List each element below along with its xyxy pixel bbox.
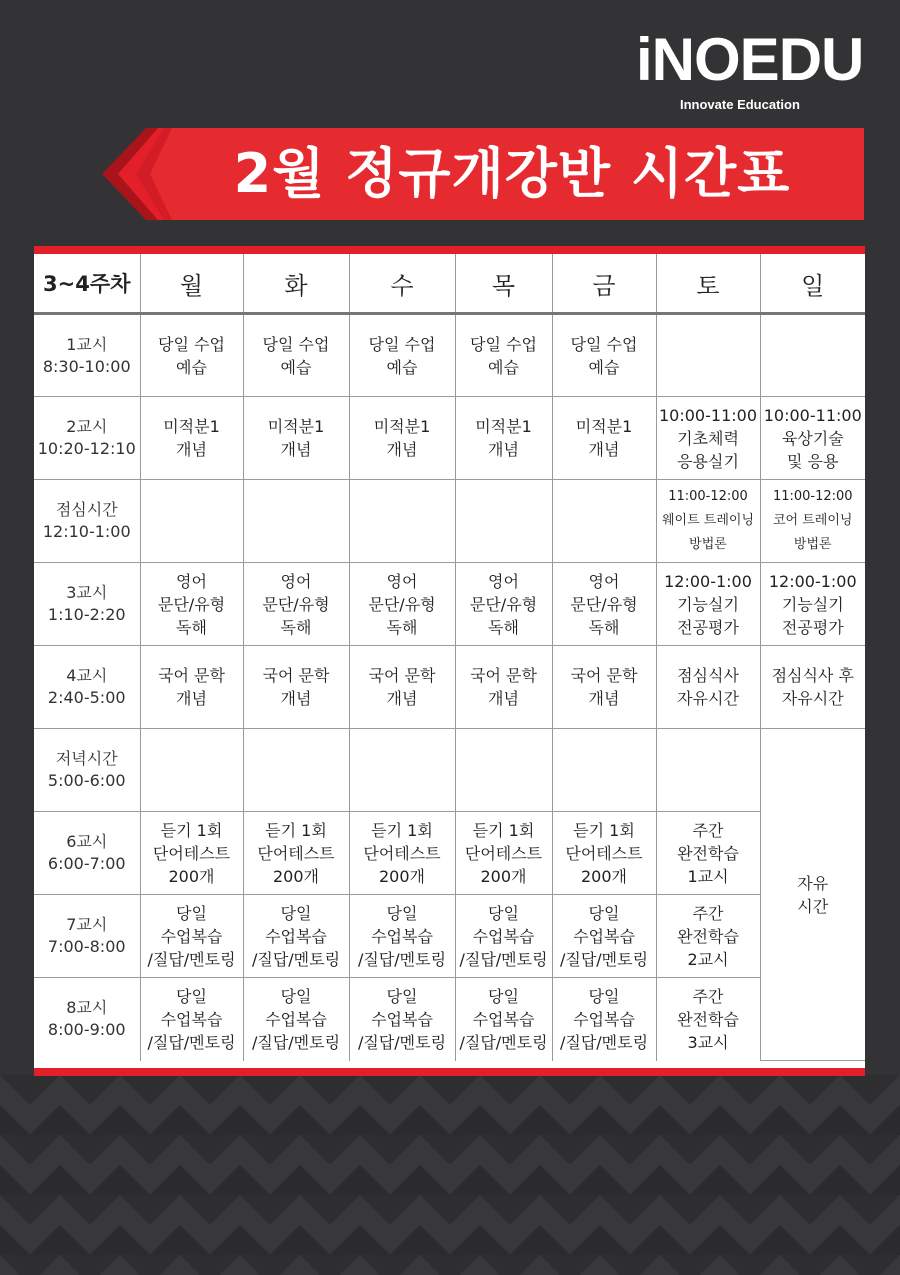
sunday-cell-line: 기능실기: [781, 594, 844, 614]
sunday-free-time-cell-line: 자유: [797, 873, 829, 893]
day-header: 토: [656, 254, 760, 314]
weekday-cell: [455, 978, 552, 1061]
weekday-cell-line: 듣기 1회: [265, 820, 327, 840]
period-cell: [34, 895, 140, 978]
weekday-cell-line: 예습: [588, 357, 620, 377]
weekday-cell: [140, 563, 243, 646]
period-cell-line: 6:00-7:00: [47, 854, 126, 873]
weekday-cell-line: 미적분1: [475, 417, 532, 436]
weekday-cell-line: 듣기 1회: [371, 820, 433, 840]
saturday-cell-line: 방법론: [689, 537, 727, 552]
weekday-cell-line: 당일: [280, 986, 312, 1006]
weekday-cell-line: 독해: [280, 617, 312, 637]
weekday-cell-line: 듣기 1회: [160, 820, 223, 840]
weekday-cell-line: 미적분1: [163, 417, 220, 436]
weekday-cell: [349, 729, 455, 812]
weekday-cell: [140, 646, 243, 729]
weekday-cell: [552, 978, 656, 1061]
day-header: 금: [552, 254, 656, 314]
period-cell-line: 8:00-9:00: [47, 1020, 126, 1040]
weekday-cell-line: /질답/멘토링: [251, 1032, 341, 1052]
weekday-cell-line: 개념: [588, 689, 620, 708]
table-row: [34, 480, 865, 563]
day-header: 월: [140, 254, 243, 314]
logo-wordmark: iNOEDU: [636, 26, 864, 93]
weekday-cell-line: 문단/유형: [157, 594, 226, 614]
weekday-cell-line: 수업복습: [160, 926, 223, 946]
weekday-cell-line: 당일: [176, 903, 207, 923]
period-cell: [34, 314, 140, 397]
period-cell-line: 1:10-2:20: [47, 605, 126, 624]
weekday-cell: [455, 314, 552, 397]
weekday-cell-line: 단어테스트: [152, 843, 231, 863]
weekday-cell-line: 당일: [588, 986, 620, 1006]
weekday-cell: [140, 397, 243, 480]
weekday-cell: [552, 397, 656, 480]
period-cell-line: 7:00-8:00: [47, 937, 126, 956]
saturday-cell-line: 완전학습: [677, 926, 739, 946]
weekday-cell-line: /질답/멘토링: [357, 1032, 447, 1052]
table-row: [34, 646, 865, 729]
period-cell-line: 저녁시간: [55, 749, 118, 768]
sunday-cell: [760, 314, 865, 397]
title-banner: [102, 128, 864, 220]
weekday-cell-line: 듣기 1회: [573, 820, 635, 840]
weekday-cell-line: 독해: [488, 617, 519, 637]
weekday-cell-line: 당일: [176, 986, 207, 1006]
weekday-cell: [243, 729, 349, 812]
weekday-cell: [552, 729, 656, 812]
weekday-cell-line: 200개: [168, 866, 215, 886]
saturday-cell: [656, 978, 760, 1061]
day-header: 일: [760, 254, 865, 314]
weekday-cell-line: 문단/유형: [262, 594, 330, 614]
header-row: [34, 254, 865, 314]
weekday-cell: [140, 978, 243, 1061]
weekday-cell-line: 개념: [386, 440, 418, 459]
period-cell-line: 8교시: [66, 998, 108, 1018]
weekday-cell: [552, 563, 656, 646]
table-row: [34, 314, 865, 397]
weekday-cell-line: 문단/유형: [368, 594, 436, 614]
weekday-cell-line: 수업복습: [160, 1009, 223, 1029]
weekday-cell-line: /질답/멘토링: [459, 949, 548, 969]
saturday-cell: [656, 480, 760, 563]
weekday-cell-line: 수업복습: [265, 1009, 327, 1029]
period-cell-line: 12:10-1:00: [42, 522, 131, 541]
weekday-cell: [349, 563, 455, 646]
sunday-cell-line: 육상기술: [781, 428, 844, 448]
saturday-cell: [656, 729, 760, 812]
saturday-cell-line: 주간: [692, 903, 724, 923]
weekday-cell-line: 개념: [176, 440, 207, 459]
weekday-cell-line: 개념: [488, 440, 519, 459]
weekday-cell: [455, 563, 552, 646]
saturday-cell: [656, 563, 760, 646]
weekday-cell-line: 당일: [280, 903, 312, 923]
weekday-cell-line: 영어: [488, 571, 519, 591]
weekday-cell-line: 개념: [588, 440, 620, 459]
weekday-cell: [140, 895, 243, 978]
weekday-cell: [349, 397, 455, 480]
weekday-cell-line: /질답/멘토링: [147, 949, 236, 969]
saturday-cell-line: 웨이트 트레이닝: [661, 513, 755, 528]
weekday-cell-line: 당일 수업: [470, 334, 537, 354]
weekday-cell-line: /질답/멘토링: [147, 1032, 236, 1052]
weekday-cell: [552, 480, 656, 563]
weekday-cell: [243, 314, 349, 397]
weekday-cell-line: 영어: [176, 571, 207, 591]
period-cell: [34, 563, 140, 646]
weekday-cell-line: 영어: [588, 571, 620, 591]
weekday-cell-line: 예습: [176, 357, 207, 377]
weekday-cell: [243, 646, 349, 729]
weekday-cell-line: 당일: [588, 903, 620, 923]
table-row: [34, 397, 865, 480]
weekday-cell-line: 단어테스트: [464, 843, 543, 863]
weekday-cell-line: 미적분1: [373, 417, 431, 436]
sunday-cell-line: 12:00-1:00: [768, 571, 857, 591]
weekday-cell: [243, 563, 349, 646]
period-cell-line: 2:40-5:00: [47, 688, 126, 707]
table-row: [34, 978, 865, 1061]
weekday-cell: [243, 480, 349, 563]
sunday-cell: [760, 397, 865, 480]
day-header: 목: [455, 254, 552, 314]
page-title: 2월 정규개강반 시간표: [233, 142, 791, 205]
saturday-cell-line: 1교시: [687, 866, 729, 886]
brand-logo: [636, 26, 864, 112]
saturday-cell-line: 응용실기: [677, 451, 739, 471]
sunday-cell-line: 10:00-11:00: [763, 405, 862, 425]
weekday-cell-line: /질답/멘토링: [559, 1032, 649, 1052]
weekday-cell: [140, 812, 243, 895]
weekday-cell: [243, 978, 349, 1061]
weekday-cell-line: 국어 문학: [262, 666, 330, 685]
weekday-cell: [243, 397, 349, 480]
weekday-cell-line: 200개: [581, 866, 627, 886]
saturday-cell-line: 2교시: [687, 949, 729, 969]
period-cell-line: 점심시간: [55, 500, 118, 519]
saturday-cell-line: 12:00-1:00: [664, 571, 752, 591]
weekday-cell-line: 국어 문학: [470, 666, 537, 685]
weekday-cell: [349, 812, 455, 895]
weekday-cell-line: 당일: [386, 903, 418, 923]
timetable: [34, 246, 865, 1076]
weekday-cell-line: 수업복습: [573, 1009, 635, 1029]
saturday-cell: [656, 895, 760, 978]
weekday-cell: [349, 978, 455, 1061]
weekday-cell: [455, 895, 552, 978]
weekday-cell-line: 듣기 1회: [472, 820, 535, 840]
weekday-cell-line: 문단/유형: [570, 594, 638, 614]
weekday-cell: [349, 314, 455, 397]
weekday-cell-line: 수업복습: [472, 1009, 535, 1029]
period-cell: [34, 978, 140, 1061]
weekday-cell: [455, 729, 552, 812]
weekday-cell-line: 단어테스트: [565, 843, 643, 863]
weekday-cell-line: 200개: [379, 866, 425, 886]
weekday-cell: [349, 646, 455, 729]
weekday-cell-line: 국어 문학: [570, 666, 638, 685]
sunday-cell-line: 자유시간: [781, 689, 844, 708]
weekday-cell-line: /질답/멘토링: [459, 1032, 548, 1052]
weekday-cell-line: 예습: [386, 357, 418, 377]
period-cell: [34, 480, 140, 563]
weekday-cell-line: 미적분1: [575, 417, 633, 436]
saturday-cell-line: 완전학습: [677, 843, 739, 863]
weekday-cell-line: /질답/멘토링: [559, 949, 649, 969]
weekday-cell-line: 개념: [280, 689, 312, 708]
period-cell: [34, 812, 140, 895]
weekday-cell: [552, 314, 656, 397]
weekday-cell-line: /질답/멘토링: [251, 949, 341, 969]
saturday-cell-line: 주간: [692, 986, 724, 1006]
saturday-cell-line: 완전학습: [677, 1009, 739, 1029]
weekday-cell: [140, 729, 243, 812]
day-header: 수: [349, 254, 455, 314]
weekday-cell-line: 개념: [488, 689, 519, 708]
saturday-cell-line: 11:00-12:00: [668, 489, 748, 504]
sunday-cell: [760, 563, 865, 646]
saturday-cell-line: 3교시: [687, 1032, 729, 1052]
saturday-cell-line: 기초체력: [677, 428, 739, 448]
table-row: [34, 729, 865, 812]
weekday-cell-line: 영어: [280, 571, 312, 591]
saturday-cell-line: 10:00-11:00: [659, 405, 757, 425]
saturday-cell-line: 전공평가: [677, 617, 739, 637]
table-row: [34, 812, 865, 895]
sunday-cell-line: 코어 트레이닝: [773, 513, 853, 528]
sunday-cell: [760, 646, 865, 729]
period-cell-line: 3교시: [66, 583, 108, 602]
weekday-cell-line: 수업복습: [371, 926, 433, 946]
week-label: 3~4주차: [34, 254, 140, 314]
weekday-cell: [140, 480, 243, 563]
logo-tagline: Innovate Education: [680, 97, 800, 112]
weekday-cell-line: /질답/멘토링: [357, 949, 447, 969]
weekday-cell-line: 당일 수업: [262, 334, 330, 354]
background-pattern: [0, 1075, 900, 1275]
weekday-cell-line: 문단/유형: [469, 594, 538, 614]
weekday-cell: [552, 812, 656, 895]
saturday-cell-line: 기능실기: [677, 594, 739, 614]
weekday-cell-line: 독해: [588, 617, 620, 637]
saturday-cell: [656, 646, 760, 729]
period-cell-line: 10:20-12:10: [37, 439, 136, 458]
period-cell-line: 5:00-6:00: [47, 771, 126, 790]
sunday-cell-line: 방법론: [793, 537, 832, 552]
weekday-cell: [552, 895, 656, 978]
weekday-cell-line: 독해: [386, 617, 418, 637]
weekday-cell-line: 독해: [176, 617, 207, 637]
weekday-cell: [455, 812, 552, 895]
saturday-cell-line: 점심식사: [677, 666, 739, 685]
sunday-cell-line: 및 응용: [787, 451, 839, 471]
weekday-cell-line: 당일: [488, 986, 519, 1006]
weekday-cell-line: 200개: [273, 866, 319, 886]
weekday-cell: [455, 646, 552, 729]
weekday-cell-line: 당일: [488, 903, 519, 923]
weekday-cell: [552, 646, 656, 729]
weekday-cell: [243, 812, 349, 895]
weekday-cell-line: 개념: [386, 689, 418, 708]
sunday-cell-line: 11:00-12:00: [772, 489, 853, 504]
weekday-cell-line: 당일 수업: [158, 334, 225, 354]
period-cell-line: 4교시: [66, 666, 108, 685]
weekday-cell-line: 국어 문학: [158, 666, 225, 685]
saturday-cell: [656, 314, 760, 397]
period-cell-line: 7교시: [66, 915, 108, 934]
weekday-cell: [349, 480, 455, 563]
table-row: [34, 895, 865, 978]
weekday-cell: [455, 397, 552, 480]
period-cell-line: 8:30-10:00: [42, 356, 131, 376]
weekday-cell-line: 미적분1: [267, 417, 325, 436]
sunday-cell-line: 전공평가: [781, 617, 844, 637]
weekday-cell-line: 수업복습: [472, 926, 535, 946]
period-cell-line: 2교시: [66, 417, 108, 436]
period-cell: [34, 729, 140, 812]
weekday-cell-line: 당일 수업: [570, 334, 638, 354]
period-cell-line: 6교시: [66, 832, 108, 851]
sunday-free-time-cell-line: 시간: [797, 896, 829, 916]
weekday-cell: [140, 314, 243, 397]
weekday-cell-line: 개념: [176, 689, 207, 708]
saturday-cell: [656, 812, 760, 895]
weekday-cell-line: 수업복습: [371, 1009, 433, 1029]
period-cell: [34, 397, 140, 480]
period-cell: [34, 646, 140, 729]
weekday-cell-line: 수업복습: [265, 926, 327, 946]
weekday-cell-line: 예습: [488, 357, 519, 377]
sunday-free-time-cell: [760, 729, 865, 1061]
weekday-cell-line: 단어테스트: [363, 843, 441, 863]
saturday-cell-line: 주간: [692, 820, 724, 840]
weekday-cell-line: 수업복습: [573, 926, 635, 946]
sunday-cell-line: 점심식사 후: [771, 666, 854, 685]
day-header: 화: [243, 254, 349, 314]
weekday-cell-line: 국어 문학: [368, 666, 436, 685]
weekday-cell-line: 당일: [386, 986, 418, 1006]
weekday-cell-line: 당일 수업: [368, 334, 436, 354]
weekday-cell: [243, 895, 349, 978]
weekday-cell: [349, 895, 455, 978]
weekday-cell-line: 단어테스트: [257, 843, 335, 863]
weekday-cell-line: 200개: [480, 866, 527, 886]
saturday-cell-line: 자유시간: [677, 689, 739, 708]
weekday-cell-line: 개념: [280, 440, 312, 459]
table-row: [34, 563, 865, 646]
schedule-table: [34, 254, 865, 1061]
weekday-cell: [455, 480, 552, 563]
period-cell-line: 1교시: [66, 334, 108, 354]
saturday-cell: [656, 397, 760, 480]
weekday-cell-line: 영어: [386, 571, 418, 591]
weekday-cell-line: 예습: [280, 357, 312, 377]
sunday-cell: [760, 480, 865, 563]
